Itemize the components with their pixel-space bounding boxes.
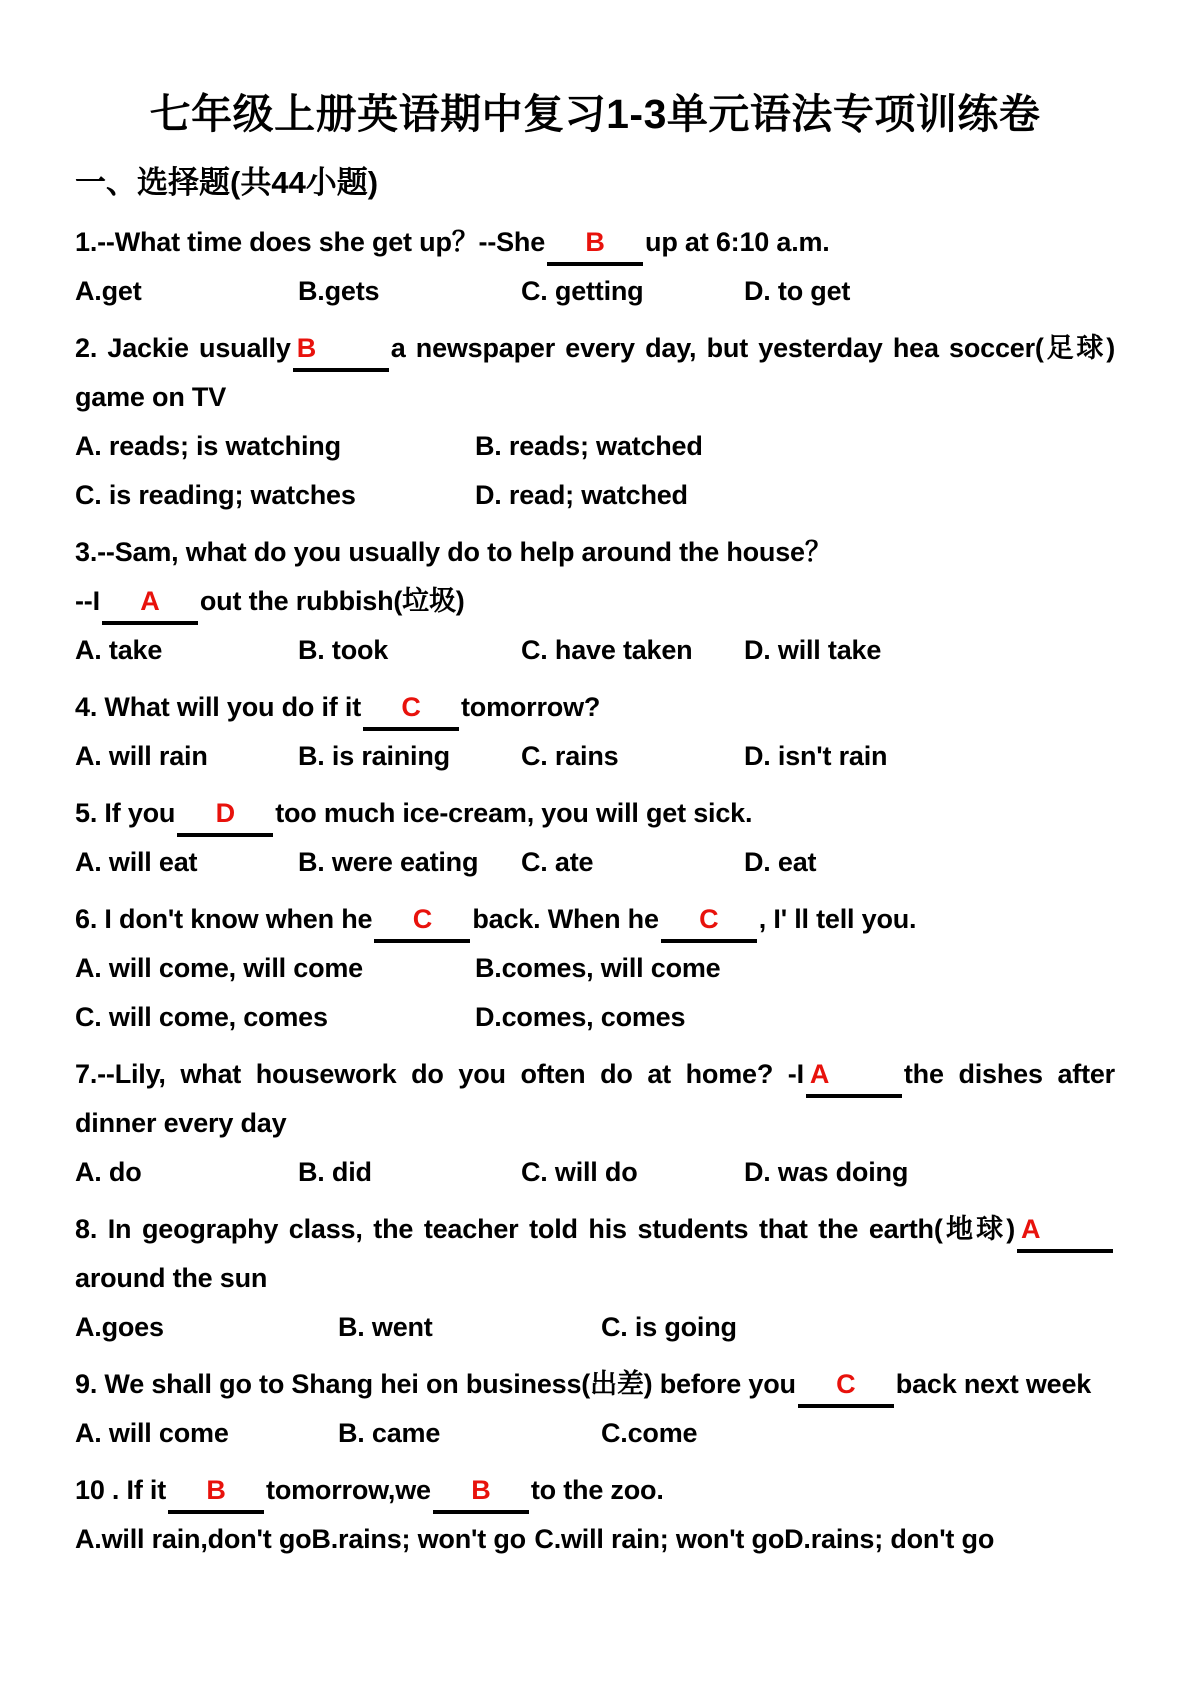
option: A. will eat <box>75 847 198 877</box>
answer-letter: B <box>296 333 316 363</box>
options-row <box>75 838 1115 887</box>
question-line <box>75 1254 1115 1303</box>
question-text: back. When he <box>472 904 659 934</box>
question-text: 9. We shall go to Shang hei on business(出差) before you <box>75 1369 796 1399</box>
question-line <box>75 373 1115 422</box>
answer-blank <box>433 1477 529 1514</box>
answer-blank <box>363 694 459 731</box>
question-block <box>75 1205 1115 1352</box>
option: A.get <box>75 276 142 306</box>
question-line <box>75 218 1115 267</box>
question-block <box>75 1466 1115 1564</box>
question-text: tomorrow,we <box>266 1475 431 1505</box>
option: A. will come <box>75 1418 229 1448</box>
option: A. will rain <box>75 741 208 771</box>
question-text: 1.--What time does she get up？--She <box>75 227 546 257</box>
question-line <box>75 528 1115 577</box>
option: B.rains; won't go <box>311 1524 526 1554</box>
question-block <box>75 895 1115 1042</box>
option: A.will rain,don't go <box>75 1524 312 1554</box>
option: B. is raining <box>298 741 450 771</box>
question-line <box>75 1466 1115 1515</box>
option: A. do <box>75 1157 142 1187</box>
answer-letter: B <box>206 1475 226 1505</box>
question-text: game on TV <box>75 382 227 412</box>
option: C. is going <box>601 1312 737 1342</box>
option: B.comes, will come <box>475 953 721 983</box>
option: D. will take <box>744 635 882 665</box>
question-line <box>75 577 1115 626</box>
options-row <box>75 267 1115 316</box>
question-line <box>75 683 1115 732</box>
answer-letter: B <box>471 1475 491 1505</box>
options-row <box>75 993 1115 1042</box>
question-line <box>75 895 1115 944</box>
option: C.will rain; won't go <box>534 1524 785 1554</box>
question-line <box>75 324 1115 373</box>
option: B. took <box>298 635 389 665</box>
option: A. reads; is watching <box>75 431 341 461</box>
question-text: too much ice-cream, you will get sick. <box>275 798 753 828</box>
option: C. rains <box>521 741 619 771</box>
question-block <box>75 683 1115 781</box>
question-text: to the zoo. <box>530 1475 664 1505</box>
answer-letter: B <box>585 227 605 257</box>
options-row <box>75 944 1115 993</box>
question-block <box>75 218 1115 316</box>
question-text: , I' ll tell you. <box>758 904 917 934</box>
question-text: back next week <box>895 1369 1092 1399</box>
option: C. will do <box>521 1157 638 1187</box>
option: D. isn't rain <box>744 741 888 771</box>
question-text: 7.--Lily, what housework do you often do at home? -I <box>75 1059 804 1089</box>
answer-blank <box>798 1371 894 1408</box>
question-text: out the rubbish(垃圾) <box>199 586 465 616</box>
options-row <box>75 422 1115 471</box>
question-text: the dishes after <box>903 1059 1115 1089</box>
option: B. went <box>338 1312 433 1342</box>
option: A. will come, will come <box>75 953 363 983</box>
question-line <box>75 1360 1115 1409</box>
options-row <box>75 1515 1115 1564</box>
option: C. getting <box>521 276 644 306</box>
question-block <box>75 1360 1115 1458</box>
question-line <box>75 1099 1115 1148</box>
question-text: 8. In geography class, the teacher told his students that the earth(地球) <box>75 1214 1015 1244</box>
question-text: 6. I don't know when he <box>75 904 373 934</box>
question-text: 5. If you <box>75 798 176 828</box>
question-text: 2. Jackie usually <box>75 333 291 363</box>
question-line <box>75 789 1115 838</box>
question-text: 3.--Sam, what do you usually do to help around the house？ <box>75 537 832 567</box>
answer-blank <box>374 906 470 943</box>
answer-letter: A <box>140 586 160 616</box>
answer-letter: A <box>1021 1214 1041 1244</box>
option: B. reads; watched <box>475 431 703 461</box>
options-row <box>75 1148 1115 1197</box>
option: C. ate <box>521 847 594 877</box>
question-text: 4. What will you do if it <box>75 692 361 722</box>
option: B. did <box>298 1157 372 1187</box>
option: D. read; watched <box>475 480 688 510</box>
option: D.rains; don't go <box>784 1524 995 1554</box>
option: D. to get <box>744 276 851 306</box>
answer-blank <box>1017 1216 1113 1253</box>
option: D. eat <box>744 847 817 877</box>
option: A. take <box>75 635 163 665</box>
answer-blank <box>168 1477 264 1514</box>
answer-blank <box>806 1061 902 1098</box>
option: A.goes <box>75 1312 164 1342</box>
question-block <box>75 789 1115 887</box>
question-block <box>75 324 1115 520</box>
question-text: a newspaper every day, but yesterday hea soccer(足球) <box>390 333 1115 363</box>
question-text: dinner every day <box>75 1108 287 1138</box>
question-text: up at 6:10 a.m. <box>645 227 830 257</box>
option: C. have taken <box>521 635 693 665</box>
answer-blank <box>177 800 273 837</box>
options-row <box>75 626 1115 675</box>
question-text: --I <box>75 586 100 616</box>
option: C. will come, comes <box>75 1002 328 1032</box>
options-row <box>75 1409 1115 1458</box>
question-text: around the sun <box>75 1263 268 1293</box>
options-row <box>75 732 1115 781</box>
answer-blank <box>661 906 757 943</box>
answer-letter: C <box>699 904 719 934</box>
option: D.comes, comes <box>475 1002 686 1032</box>
option: B. were eating <box>298 847 479 877</box>
question-line <box>75 1205 1115 1254</box>
question-block <box>75 528 1115 675</box>
option: C. is reading; watches <box>75 480 356 510</box>
question-text: tomorrow? <box>461 692 601 722</box>
question-text: 10 . If it <box>75 1475 167 1505</box>
option: B. came <box>338 1418 441 1448</box>
answer-letter: C <box>412 904 432 934</box>
question-list <box>75 218 1115 1564</box>
question-line <box>75 1050 1115 1099</box>
page-title: 七年级上册英语期中复习1-3单元语法专项训练卷 <box>149 91 1041 137</box>
option: C.come <box>601 1418 698 1448</box>
section-heading: 一、选择题(共44小题) <box>75 165 379 200</box>
answer-blank <box>102 588 198 625</box>
options-row <box>75 471 1115 520</box>
answer-letter: C <box>836 1369 856 1399</box>
question-block <box>75 1050 1115 1197</box>
answer-blank <box>547 229 643 266</box>
option: B.gets <box>298 276 380 306</box>
answer-letter: A <box>809 1059 830 1089</box>
answer-blank <box>293 335 389 372</box>
options-row <box>75 1303 1115 1352</box>
answer-letter: C <box>401 692 421 722</box>
option: D. was doing <box>744 1157 909 1187</box>
answer-letter: D <box>215 798 235 828</box>
